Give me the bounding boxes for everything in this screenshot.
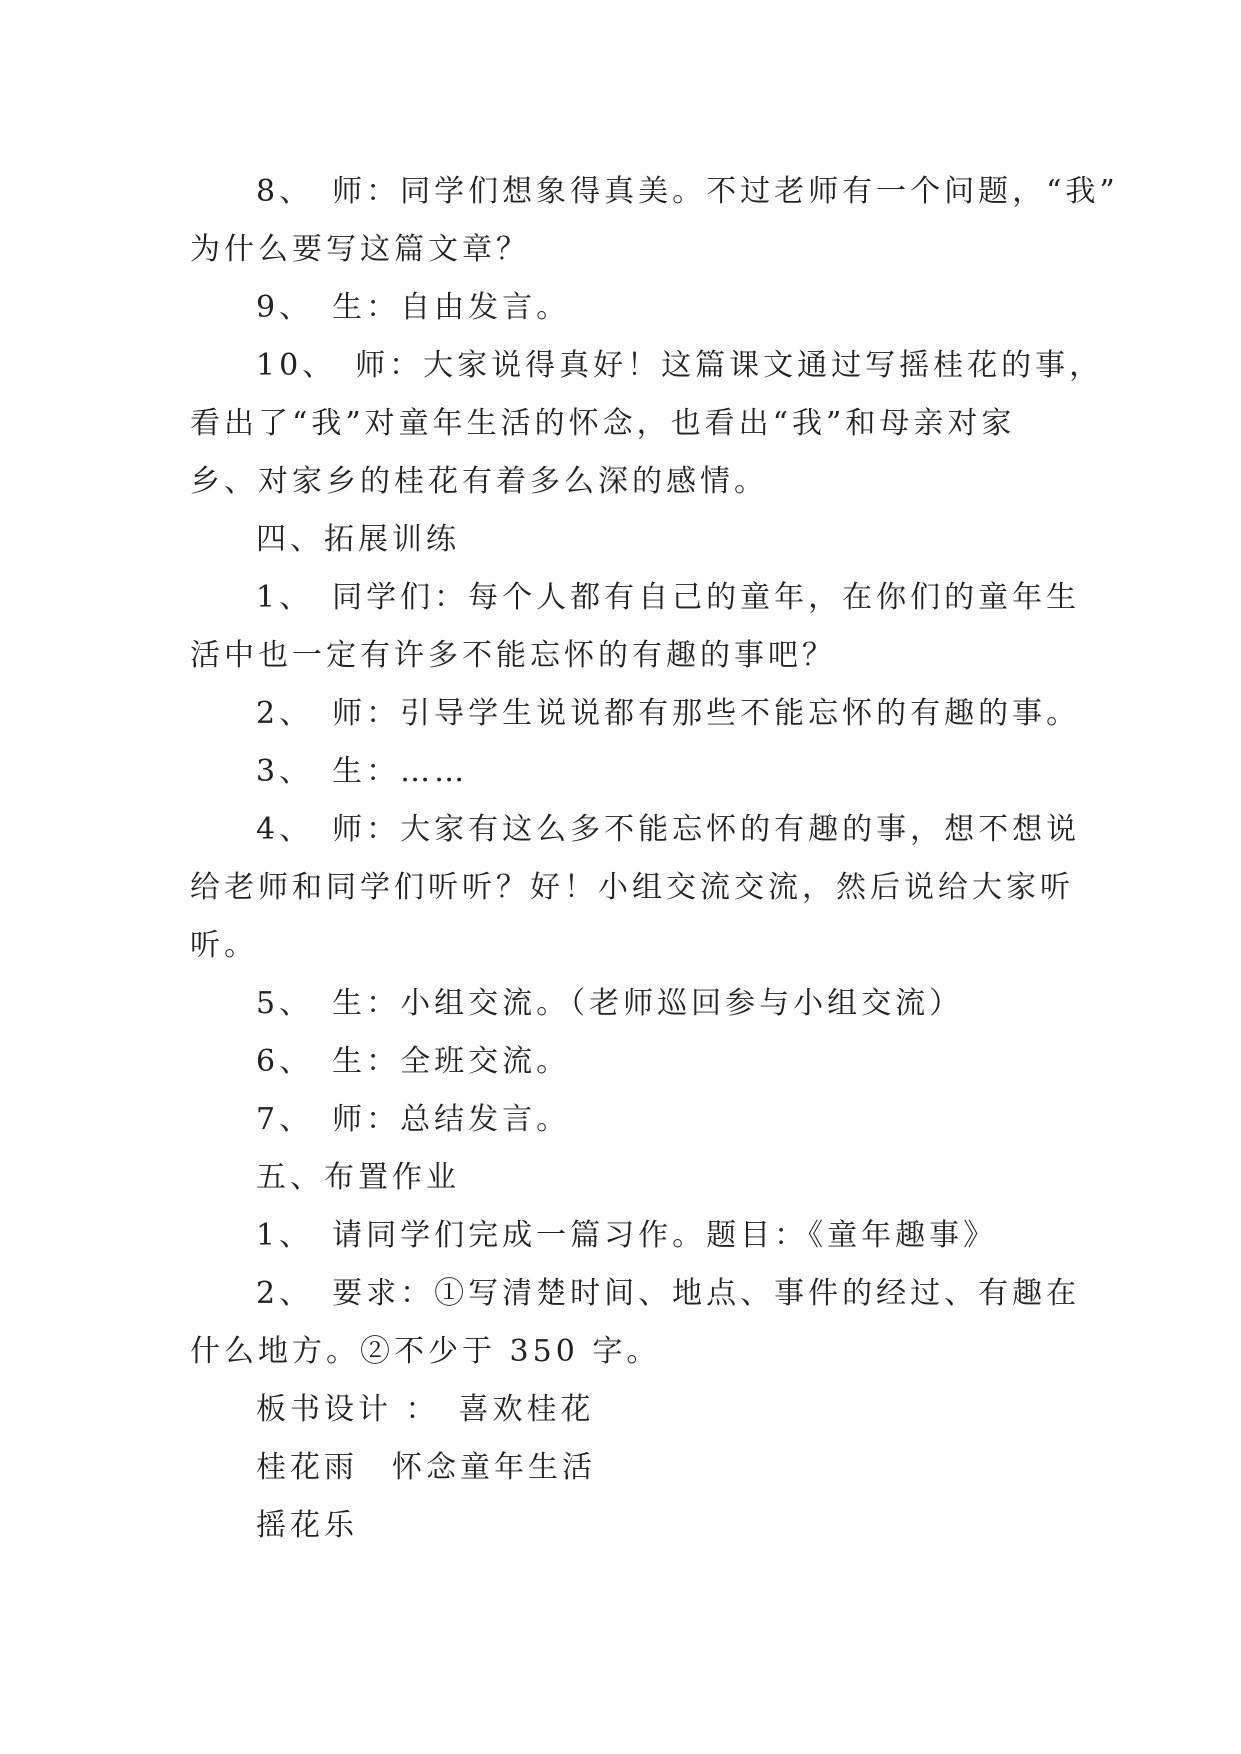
text-line: 什么地方。②不少于 350 字。: [190, 1334, 661, 1369]
paragraph: [190, 1265, 1090, 1381]
text-line: 摇花乐: [256, 1508, 358, 1543]
text-line: 7、 师：总结发言。: [256, 1102, 571, 1137]
text-line: 4、 师：大家有这么多不能忘怀的有趣的事，想不想说: [256, 812, 1081, 847]
text-line: 四、拓展训练: [256, 522, 460, 557]
paragraph: [190, 801, 1090, 975]
text-line: 9、 生：自由发言。: [256, 290, 571, 325]
paragraph: [190, 1207, 1090, 1265]
paragraph: [190, 743, 1090, 801]
paragraph: [190, 337, 1104, 511]
paragraph: [190, 569, 1090, 685]
paragraph: [190, 1033, 1090, 1091]
text-line: 1、 同学们：每个人都有自己的童年，在你们的童年生: [256, 580, 1081, 615]
text-line: 活中也一定有许多不能忘怀的有趣的事吧？: [190, 638, 836, 673]
text-line: 给老师和同学们听听？好！小组交流交流，然后说给大家听: [190, 870, 1074, 905]
paragraph: [190, 975, 1090, 1033]
paragraph: [190, 685, 1090, 743]
text-line: 5、 生：小组交流。（老师巡回参与小组交流）: [256, 986, 964, 1021]
text-line: 6、 生：全班交流。: [256, 1044, 571, 1079]
text-line: 板书设计 ： 喜欢桂花: [256, 1392, 595, 1427]
document-body: [190, 163, 1119, 1555]
text-line: 看出了“我”对童年生活的怀念，也看出“我”和母亲对家: [190, 406, 1016, 441]
text-line: 10、 师：大家说得真好！这篇课文通过写摇桂花的事，: [256, 348, 1104, 383]
text-line: 8、 师：同学们想象得真美。不过老师有一个问题，“我”: [256, 174, 1119, 209]
paragraph: [190, 163, 1119, 279]
text-line: 听。: [190, 928, 258, 963]
text-line: 3、 生：……: [256, 754, 469, 789]
text-line: 乡、对家乡的桂花有着多么深的感情。: [190, 464, 768, 499]
text-line: 2、 师：引导学生说说都有那些不能忘怀的有趣的事。: [256, 696, 1081, 731]
paragraph: [190, 1149, 1090, 1207]
paragraph: [190, 1091, 1090, 1149]
text-line: 为什么要写这篇文章？: [190, 232, 530, 267]
text-line: 1、 请同学们完成一篇习作。题目：《童年趣事》: [256, 1218, 998, 1253]
paragraph: [190, 511, 1090, 569]
paragraph: [190, 1439, 1090, 1497]
text-line: 2、 要求：①写清楚时间、地点、事件的经过、有趣在: [256, 1276, 1081, 1311]
paragraph: [190, 279, 1090, 337]
text-line: 桂花雨 怀念童年生活: [256, 1450, 596, 1485]
paragraph: [190, 1497, 1090, 1555]
text-line: 五、布置作业: [256, 1160, 460, 1195]
paragraph: [190, 1381, 1090, 1439]
